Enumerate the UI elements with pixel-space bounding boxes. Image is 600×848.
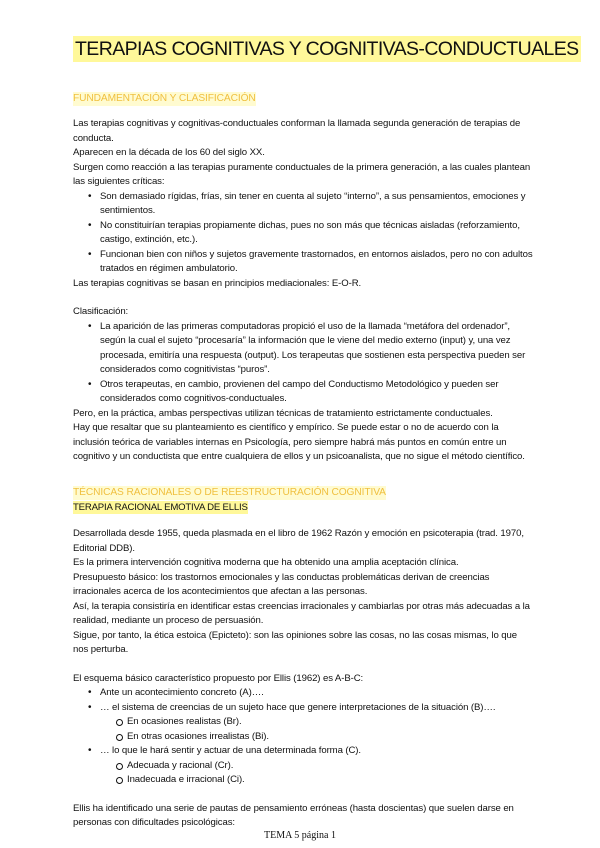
list-item: • Otros terapeutas, en cambio, provienen del campo del Conductismo Metodológico y pueden ser considerados como cognitivos-conductuales. <box>73 378 533 407</box>
section-heading-fundamentacion: FUNDAMENTACIÓN Y CLASIFICACIÓN <box>73 93 256 104</box>
criticisms-list <box>73 190 533 277</box>
list-item: En otras ocasiones irrealistas (Bi). <box>73 730 533 745</box>
section-heading-tecnicas: TÉCNICAS RACIONALES O DE REESTRUCTURACIÓN COGNITIVA <box>73 487 386 498</box>
ellis-paragraph: Es la primera intervención cognitiva moderna que ha obtenido una amplia aceptación clínica. <box>73 557 459 568</box>
list-item: Inadecuada e irracional (Ci). <box>73 773 533 788</box>
list-item: Adecuada y racional (Cr). <box>73 759 533 774</box>
classification-list <box>73 320 533 407</box>
ellis-paragraph: Desarrollada desde 1955, queda plasmada en el libro de 1962 Razón y emoción en psicoterapia (trad. 1970, Editorial DDB). <box>73 528 524 554</box>
document-title: TERAPIAS COGNITIVAS Y COGNITIVAS-CONDUCTUALES <box>75 38 579 60</box>
page-footer: TEMA 5 página 1 <box>264 830 336 841</box>
closing-paragraph: Hay que resaltar que su planteamiento es científico y empírico. Se puede estar o no de acuerdo con la inclusión teórica de variables internas en Psicología, pero siempre habrá más puntos en común entre un cognitivo y un conductista que entre cualquiera de ellos y un psicoanalista, que no sigue el método científico. <box>73 422 525 462</box>
intro-paragraph: Surgen como reacción a las terapias puramente conductuales de la primera generación, a las cuales plantean las siguientes críticas: <box>73 161 531 187</box>
subheading-ellis: TERAPIA RACIONAL EMOTIVA DE ELLIS <box>73 502 248 513</box>
list-item: En ocasiones realistas (Br). <box>73 715 533 730</box>
section1-body <box>73 117 533 465</box>
closing-paragraph: Pero, en la práctica, ambas perspectivas utilizan técnicas de tratamiento estrictamente conductuales. <box>73 407 493 419</box>
mediational-paragraph: Las terapias cognitivas se basan en principios mediacionales: E-O-R. <box>73 277 362 289</box>
ellis-closing: Ellis ha identificado una serie de pautas de pensamiento erróneas (hasta doscientas) que suelen darse en personas con dificultades psicológicas: <box>73 802 514 828</box>
ellis-paragraph: Así, la terapia consistiría en identificar estas creencias irracionales y cambiarlas por otras más adecuadas a la realidad, mediante un proceso de persuasión. <box>73 600 530 626</box>
classification-label: Clasificación: <box>73 306 129 317</box>
abc-intro: El esquema básico característico propuesto por Ellis (1962) es A-B-C: <box>73 672 364 684</box>
intro-paragraph: Las terapias cognitivas y cognitivas-conductuales conforman la llamada segunda generación de terapias de conducta. <box>73 118 521 144</box>
list-item: • Son demasiado rígidas, frías, sin tener en cuenta al sujeto “interno”, a sus pensamientos, emociones y sentimientos. <box>73 190 533 219</box>
intro-paragraph: Aparecen en la década de los 60 del siglo XX. <box>73 147 265 158</box>
section2-body <box>73 527 533 831</box>
list-item: • … lo que le hará sentir y actuar de una determinada forma (C). <box>73 744 533 759</box>
list-item: • … el sistema de creencias de un sujeto hace que genere interpretaciones de la situación (B)…. <box>73 701 533 716</box>
abc-list <box>73 686 533 788</box>
list-item: • No constituirían terapias propiamente dichas, pues no son más que técnicas aisladas (reforzamiento, castigo, extinción, etc.). <box>73 219 533 248</box>
list-item: • La aparición de las primeras computadoras propició el uso de la llamada “metáfora del ordenador”, según la cual el sujeto “procesaría” la información que le viene del medio externo (input) y, una vez procesada, emitiría una respuesta (output). Los terapeutas que sostienen esta perspectiva pueden ser considerados como cognitivistas “puros”. <box>73 320 533 378</box>
list-item: • Ante un acontecimiento concreto (A)…. <box>73 686 533 701</box>
ellis-paragraph: Sigue, por tanto, la ética estoica (Epicteto): son las opiniones sobre las cosas, no las cosas mismas, lo que nos perturba. <box>73 629 517 655</box>
ellis-paragraph: Presupuesto básico: los trastornos emocionales y las conductas problemáticas derivan de creencias irracionales acerca de los acontecimientos que afectan a las personas. <box>73 571 490 597</box>
list-item: • Funcionan bien con niños y sujetos gravemente trastornados, en entornos aislados, pero no con adultos tratados en régimen ambulatorio. <box>73 248 533 277</box>
